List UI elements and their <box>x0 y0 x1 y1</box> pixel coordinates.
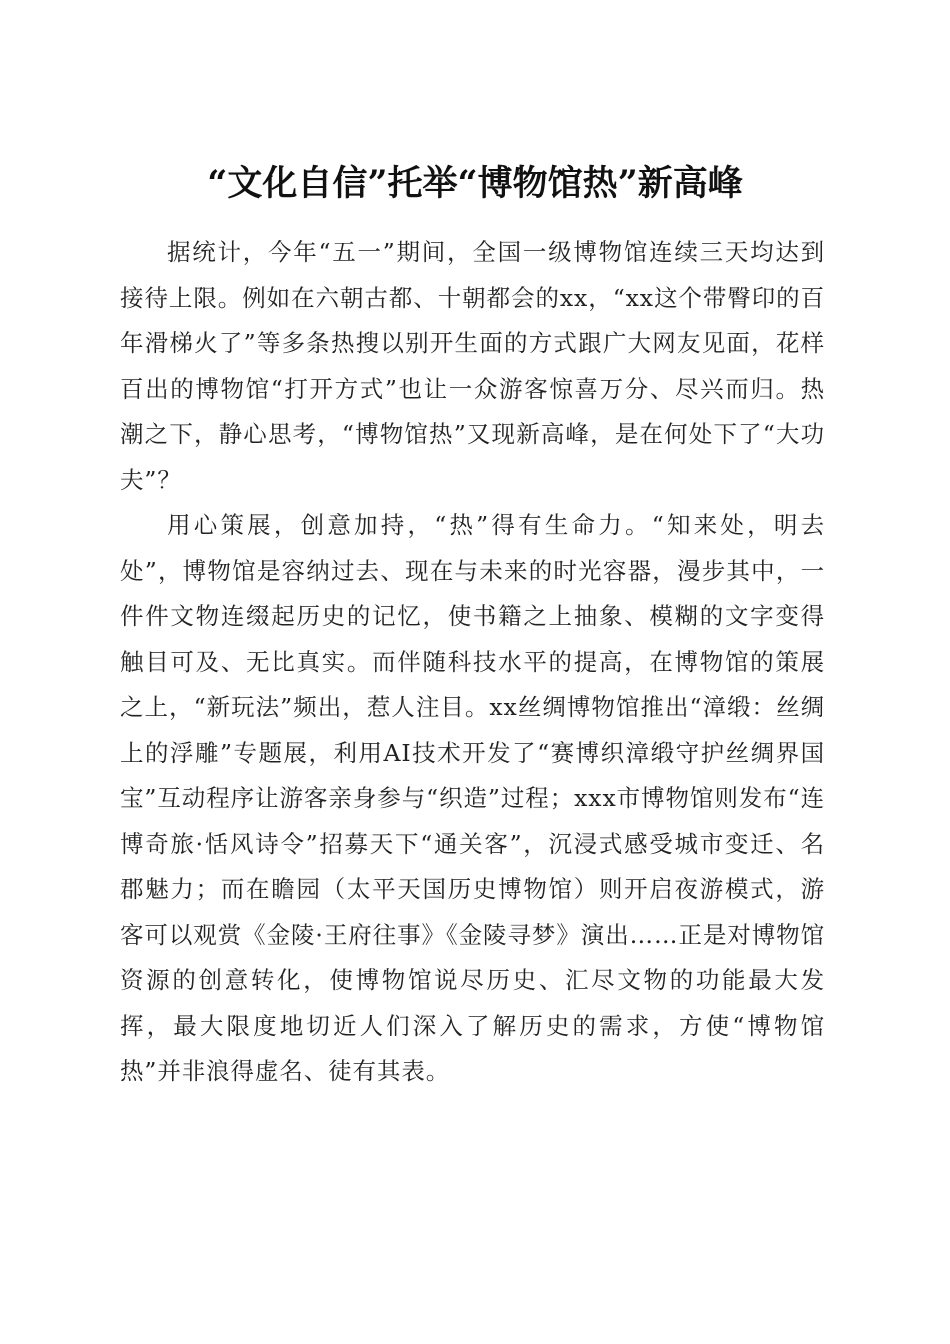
paragraph-1: 据统计，今年“五一”期间，全国一级博物馆连续三天均达到接待上限。例如在六朝古都、十朝都会的xx，“xx这个带臀印的百年滑梯火了”等多条热搜以别开生面的方式跟广大网友见面，花样百出的博物馆“打开方式”也让一众游客惊喜万分、尽兴而归。热潮之下，静心思考，“博物馆热”又现新高峰，是在何处下了“大功夫”？ <box>120 238 825 494</box>
paragraph-2: 用心策展，创意加持，“热”得有生命力。“知来处，明去处”，博物馆是容纳过去、现在与未来的时光容器，漫步其中，一件件文物连缀起历史的记忆，使书籍之上抽象、模糊的文字变得触目可及、无比真实。而伴随科技水平的提高，在博物馆的策展之上，“新玩法”频出，惹人注目。xx丝绸博物馆推出“漳缎：丝绸上的浮雕”专题展，利用AI技术开发了“赛博织漳缎守护丝绸界国宝”互动程序让游客亲身参与“织造”过程；xxx市博物馆则发布“连博奇旅·恬风诗令”招募天下“通关客”，沉浸式感受城市变迁、名郡魅力；而在瞻园（太平天国历史博物馆）则开启夜游模式，游客可以观赏《金陵·王府往事》《金陵寻梦》演出……正是对博物馆资源的创意转化，使博物馆说尽历史、汇尽文物的功能最大发挥，最大限度地切近人们深入了解历史的需求，方使“博物馆热”并非浪得虚名、徒有其表。 <box>120 511 825 1085</box>
document-body <box>120 230 825 1095</box>
document-title: “文化自信”托举“博物馆热”新高峰 <box>207 163 743 205</box>
